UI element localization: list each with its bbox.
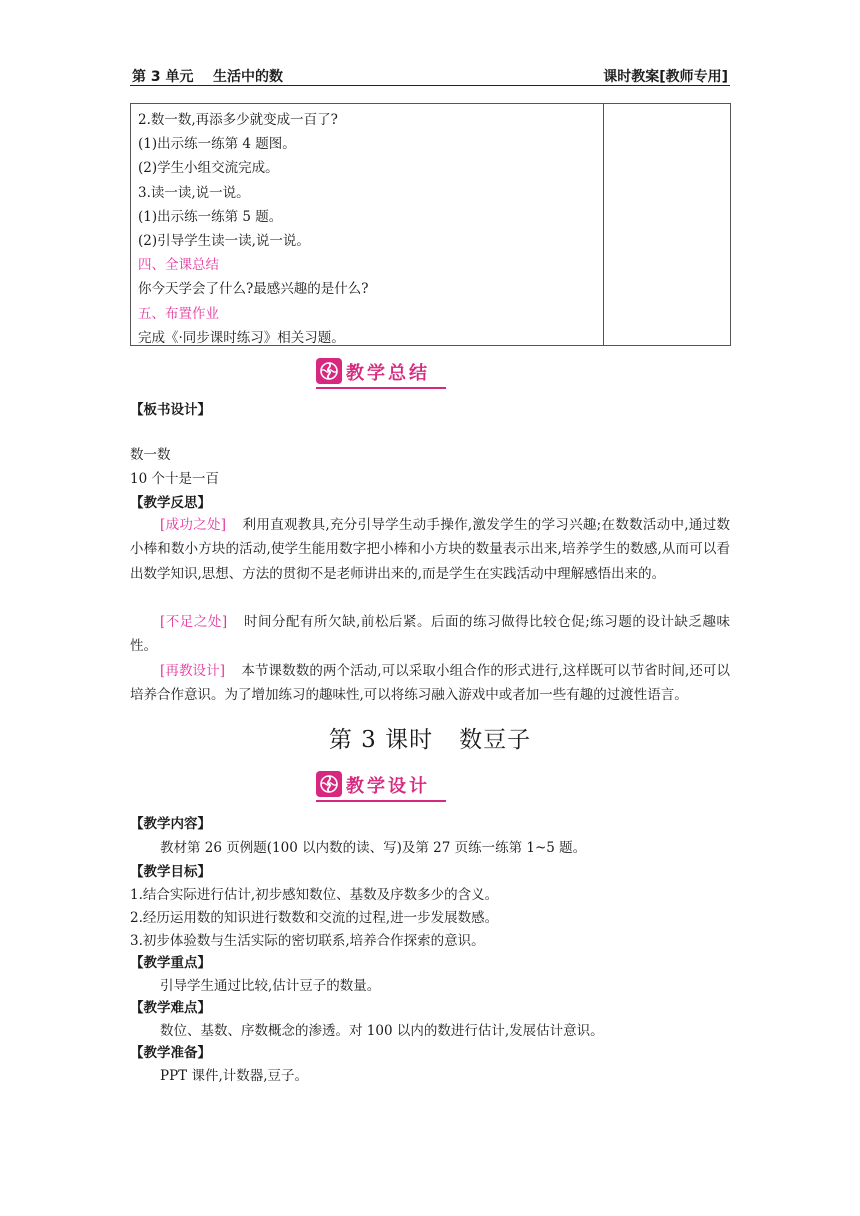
- key-point-heading: 【教学重点】: [130, 955, 211, 971]
- design-banner: [316, 771, 446, 799]
- doc-type-label: 课时教案[教师专用]: [603, 69, 728, 85]
- table-line: 3.读一读,说一说。: [138, 184, 250, 201]
- section-heading-homework: 五、布置作业: [138, 305, 219, 322]
- lesson-plan-table: [130, 103, 731, 346]
- board-design-heading: 【板书设计】: [130, 402, 211, 418]
- difficulty-text: 数位、基数、序数概念的渗透。对 100 以内的数进行估计,发展估计意识。: [160, 1023, 604, 1039]
- content-heading: 【教学内容】: [130, 816, 211, 832]
- reflection-redesign: [130, 659, 730, 708]
- banner-title: 教学设计: [346, 776, 430, 797]
- redesign-text: 本节课数数的两个活动,可以采取小组合作的形式进行,这样既可以节省时间,还可以培养合作意识。为了增加练习的趣味性,可以将练习融入游戏中或者加一些有趣的过渡性语言。: [130, 663, 731, 704]
- lesson-name: 数豆子: [459, 727, 532, 753]
- table-line: (2)学生小组交流完成。: [138, 160, 279, 177]
- content-text: 教材第 26 页例题(100 以内数的读、写)及第 27 页练一练第 1~5 题。: [160, 840, 587, 856]
- key-point-text: 引导学生通过比较,估计豆子的数量。: [160, 978, 381, 994]
- prep-heading: 【教学准备】: [130, 1045, 211, 1061]
- weak-tag: [不足之处]: [160, 614, 228, 630]
- difficulty-heading: 【教学难点】: [130, 1000, 211, 1016]
- table-line: (1)出示练一练第 4 题图。: [138, 136, 296, 153]
- goals-heading: 【教学目标】: [130, 864, 211, 880]
- board-line-2: 10 个十是一百: [130, 471, 219, 487]
- page-header: [130, 62, 730, 86]
- swirl-logo-icon: [316, 771, 342, 797]
- reflection-weak: [130, 610, 730, 659]
- weak-text: 时间分配有所欠缺,前松后紧。后面的练习做得比较仓促;练习题的设计缺乏趣味性。: [130, 614, 730, 655]
- swirl-logo-icon: [316, 358, 342, 384]
- table-line: (1)出示练一练第 5 题。: [138, 208, 283, 225]
- table-line: 完成《·同步课时练习》相关习题。: [138, 329, 345, 346]
- success-tag: [成功之处]: [160, 517, 227, 533]
- section-heading-summary: 四、全课总结: [138, 257, 219, 274]
- table-line: 2.数一数,再添多少就变成一百了?: [138, 112, 338, 128]
- goal-item: 1.结合实际进行估计,初步感知数位、基数及序数多少的含义。: [130, 887, 499, 903]
- unit-title: 第 3 单元 生活中的数: [132, 69, 283, 85]
- goal-item: 3.初步体验数与生活实际的密切联系,培养合作探索的意识。: [130, 933, 485, 949]
- reflection-heading: 【教学反思】: [130, 495, 211, 511]
- lesson-number: 第 3 课时: [328, 727, 434, 753]
- banner-underline: [316, 800, 446, 802]
- table-line: 你今天学会了什么?最感兴趣的是什么?: [138, 281, 369, 298]
- table-line: (2)引导学生读一读,说一说。: [138, 232, 310, 249]
- goal-item: 2.经历运用数的知识进行数数和交流的过程,进一步发展数感。: [130, 910, 499, 926]
- banner-underline: [316, 387, 446, 389]
- success-text: 利用直观教具,充分引导学生动手操作,激发学生的学习兴趣;在数数活动中,通过数小棒和数小方块的活动,使学生能用数字把小棒和小方块的数量表示出来,培养学生的数感,从而可以看出数学知识,思想、方法的贯彻不是老师讲出来的,而是学生在实践活动中理解感悟出来的。: [130, 517, 730, 582]
- summary-banner: [316, 358, 446, 386]
- board-line-1: 数一数: [130, 447, 171, 463]
- redesign-tag: [再教设计]: [160, 663, 225, 679]
- prep-text: PPT 课件,计数器,豆子。: [160, 1068, 309, 1084]
- table-column-divider: [603, 104, 604, 345]
- lesson-title: [0, 721, 860, 754]
- table-content-cell: [138, 108, 598, 350]
- reflection-success: [130, 513, 730, 586]
- banner-title: 教学总结: [346, 363, 430, 384]
